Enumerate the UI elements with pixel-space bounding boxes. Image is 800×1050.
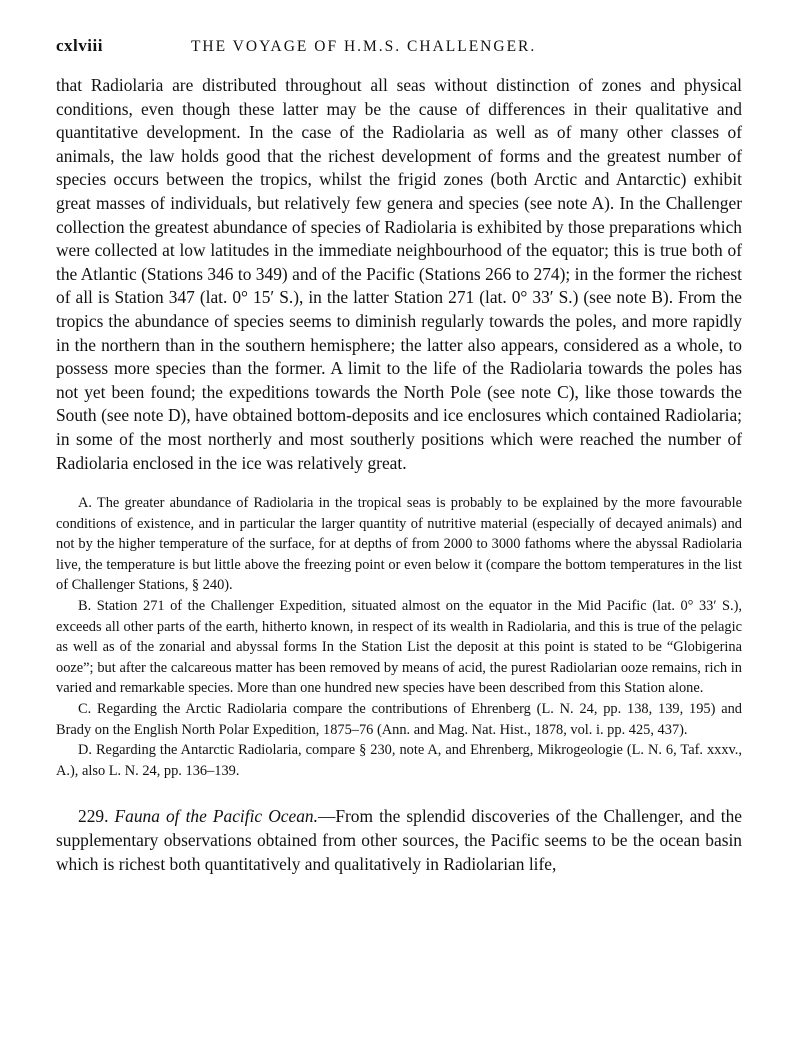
page-number: cxlviii — [56, 36, 103, 55]
note-d: D. Regarding the Antarctic Radiolaria, compare § 230, note A, and Ehrenberg, Mikrogeologie (L. N. 6, Taf. xxxv., A.), also L. N. 24, pp. 136–139. — [56, 742, 742, 779]
section-text: —From the splendid discoveries of the Challenger, and the supplementary observations obtained from other sources, the Pacific seems to be the ocean basin which is richest both quantitatively and qualitatively in Radiolarian life, — [56, 806, 742, 874]
body-paragraph: that Radiolaria are distributed throughout all seas without distinction of zones and physical conditions, even though these latter may be the cause of differences in their qualitative and quantitative development. In the case of the Radiolaria as well as of many other classes of animals, the law holds good that the richest development of forms and the greatest number of species occurs between the tropics, whilst the frigid zones (both Arctic and Antarctic) exhibit great masses of individuals, but relatively few genera and species (see note A). In the Challenger collection the greatest abundance of species of Radiolaria is exhibited by those preparations which were collected at low latitudes in the immediate neighbourhood of the equator; this is true both of the Atlantic (Stations 346 to 349) and of the Pacific (Stations 266 to 274); in the former the richest of all is Station 347 (lat. 0° 15′ S.), in the latter Station 271 (lat. 0° 33′ S.) (see note B). From the tropics the abundance of species seems to diminish regularly towards the poles, and more rapidly in the northern than in the southern hemisphere; the latter also appears, considered as a whole, to possess more species than the former. A limit to the life of the Radiolaria towards the poles has not yet been found; the expeditions towards the North Pole (see note C), like those towards the South (see note D), have obtained bottom-deposits and ice enclosures which contained Radiolaria; in some of the most northerly and most southerly positions which were reached the number of Radiolaria enclosed in the ice was relatively great. — [56, 75, 742, 473]
section-heading: Fauna of the Pacific Ocean. — [114, 806, 318, 827]
note-a: A. The greater abundance of Radiolaria in the tropical seas is probably to be explained by the more favourable conditions of existence, and in particular the larger quantity of nutritive material (especially of decayed animals) and not by the higher temperature of the surface, for at depths of from 2000 to 3000 fathoms where the abyssal Radiolaria live, the temperature is but little above the freezing point or even below it (compare the bottom temperatures in the list of Challenger Stations, § 240). — [56, 495, 742, 594]
note-b: B. Station 271 of the Challenger Expedition, situated almost on the equator in the Mid Pacific (lat. 0° 33′ S.), exceeds all other parts of the earth, hitherto known, in respect of its wealth in Radiolaria, and this is true of the pelagic as well as of the zonarial and abyssal forms In the Station List the deposit at this point is stated to be “Globigerina ooze”; but after the calcareous matter has been removed by means of acid, the purest Radiolarian ooze remains, rich in varied and remarkable species. More than one hundred new species have been described from this Station alone. — [56, 598, 742, 697]
section-number: 229. — [78, 806, 109, 827]
note-c: C. Regarding the Arctic Radiolaria compare the contributions of Ehrenberg (L. N. 24, pp. 138, 139, 195) and Brady on the English North Polar Expedition, 1875–76 (Ann. and Mag. Nat. Hist., 1878, vol. i. pp. 425, 437). — [56, 701, 742, 738]
section-229 — [56, 805, 742, 876]
running-head — [56, 36, 742, 66]
footnotes — [56, 493, 742, 781]
running-title: THE VOYAGE OF H.M.S. CHALLENGER. — [190, 38, 537, 55]
